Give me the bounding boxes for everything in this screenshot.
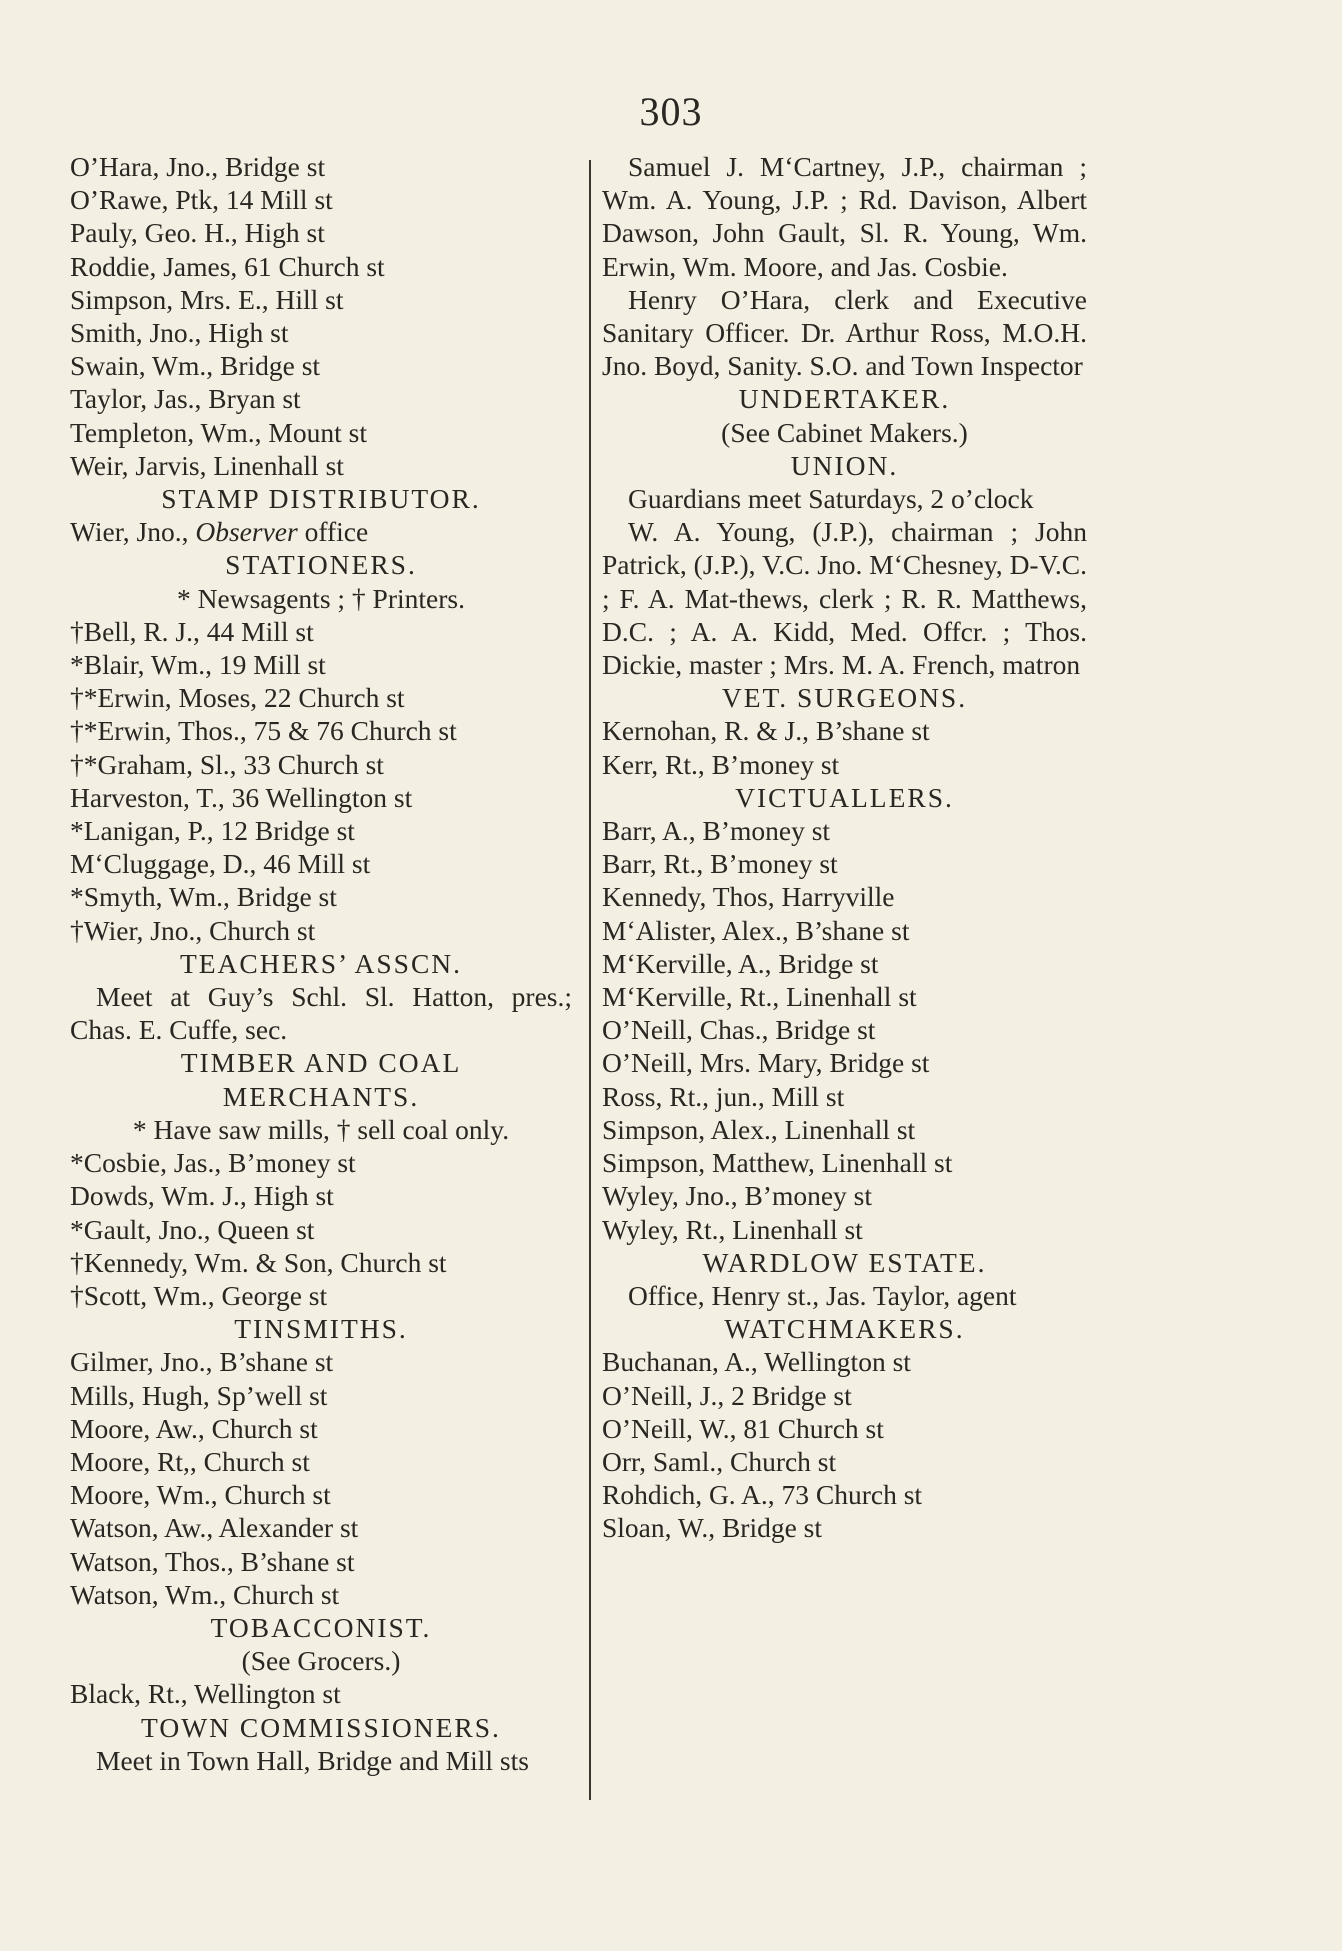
section-heading: STATIONERS.: [225, 549, 417, 581]
directory-entry: Moore, Aw., Church st: [70, 1412, 318, 1444]
section-heading: TIMBER AND COAL: [180, 1047, 462, 1079]
directory-entry: Pauly, Geo. H., High st: [70, 217, 325, 249]
directory-entry: Moore, Wm., Church st: [70, 1479, 331, 1511]
section-heading: TEACHERS’ ASSCN.: [179, 947, 463, 979]
directory-entry: †Kennedy, Wm. & Son, Church st: [70, 1246, 447, 1278]
directory-entry: Black, Rt., Wellington st: [70, 1678, 341, 1710]
directory-entry: †Scott, Wm., George st: [70, 1279, 328, 1311]
section-note: (See Cabinet Makers.): [721, 416, 968, 448]
directory-entry: Barr, Rt., B’money st: [602, 848, 838, 880]
directory-entry: †*Erwin, Moses, 22 Church st: [70, 682, 405, 714]
section-heading: TOBACCONIST.: [210, 1611, 432, 1643]
directory-entry: Watson, Thos., B’shane st: [70, 1545, 355, 1577]
section-heading: UNDERTAKER.: [738, 383, 951, 415]
section-heading: UNION.: [790, 449, 899, 481]
directory-entry: Moore, Rt,, Church st: [70, 1445, 310, 1477]
section-heading: STAMP DISTRIBUTOR.: [161, 483, 481, 515]
directory-entry: †*Erwin, Thos., 75 & 76 Church st: [70, 715, 457, 747]
directory-entry: †*Graham, Sl., 33 Church st: [70, 748, 384, 780]
directory-entry: Rohdich, G. A., 73 Church st: [602, 1479, 923, 1511]
section-note: * Have saw mills, † sell coal only.: [132, 1113, 510, 1145]
section-heading: WARDLOW ESTATE.: [702, 1246, 987, 1278]
directory-entry: Gilmer, Jno., B’shane st: [70, 1346, 334, 1378]
directory-entry: Kerr, Rt., B’money st: [602, 748, 840, 780]
section-heading: VICTUALLERS.: [735, 781, 954, 813]
directory-entry: †Wier, Jno., Church st: [70, 914, 316, 946]
directory-entry: O’Neill, W., 81 Church st: [602, 1412, 884, 1444]
section-paragraph: Meet in Town Hall, Bridge and Mill sts: [96, 1744, 529, 1776]
directory-entry: Orr, Saml., Church st: [602, 1445, 837, 1477]
directory-entry: Templeton, Wm., Mount st: [70, 416, 367, 448]
directory-entry: M‘Kerville, A., Bridge st: [602, 947, 879, 979]
section-paragraph: Meet at Guy’s Schl. Sl. Hatton, pres.; Chas. E. Cuffe, sec.: [70, 981, 572, 1046]
section-paragraph: Samuel J. M‘Cartney, J.P., chairman ; Wm. A. Young, J.P. ; Rd. Davison, Albert Dawson, John Gault, Sl. R. Young, Wm. Erwin, Wm. Moore, and Jas. Cosbie.: [602, 151, 1087, 282]
directory-entry: Harveston, T., 36 Wellington st: [70, 781, 413, 813]
directory-entry: Wier, Jno., Observer office: [70, 516, 369, 548]
directory-entry: O’Hara, Jno., Bridge st: [70, 151, 326, 182]
directory-entry: M‘Cluggage, D., 46 Mill st: [70, 848, 371, 880]
directory-entry: Barr, A., B’money st: [602, 815, 831, 847]
directory-entry: O’Rawe, Ptk, 14 Mill st: [70, 184, 333, 216]
section-heading: TOWN COMMISSIONERS.: [141, 1711, 501, 1743]
directory-entry: Sloan, W., Bridge st: [602, 1512, 823, 1544]
directory-entry: Watson, Wm., Church st: [70, 1578, 340, 1610]
directory-entry: Simpson, Mrs. E., Hill st: [70, 283, 344, 315]
right-column: [602, 150, 1087, 1545]
section-paragraph: Henry O’Hara, clerk and Executive Sanitary Officer. Dr. Arthur Ross, M.O.H. Jno. Boyd, Sanity. S.O. and Town Inspector: [602, 283, 1087, 382]
directory-entry: *Gault, Jno., Queen st: [70, 1213, 315, 1245]
section-heading: WATCHMAKERS.: [724, 1313, 965, 1345]
directory-entry: O’Neill, J., 2 Bridge st: [602, 1379, 852, 1411]
page-number: 303: [639, 89, 703, 134]
directory-entry: Mills, Hugh, Sp’well st: [70, 1379, 328, 1411]
directory-entry: Watson, Aw., Alexander st: [70, 1512, 359, 1544]
directory-entry: Ross, Rt., jun., Mill st: [602, 1080, 845, 1112]
directory-entry: *Lanigan, P., 12 Bridge st: [70, 815, 355, 847]
directory-entry: *Cosbie, Jas., B’money st: [70, 1147, 356, 1179]
left-column: [70, 150, 572, 1777]
directory-entry: Roddie, James, 61 Church st: [70, 250, 385, 282]
directory-entry: M‘Kerville, Rt., Linenhall st: [602, 981, 917, 1013]
directory-entry: Taylor, Jas., Bryan st: [70, 383, 301, 415]
section-heading: VET. SURGEONS.: [721, 682, 968, 714]
section-note: (See Grocers.): [241, 1645, 401, 1677]
directory-entry: Simpson, Alex., Linenhall st: [602, 1113, 916, 1145]
directory-entry: Wyley, Rt., Linenhall st: [602, 1213, 863, 1245]
directory-entry: O’Neill, Mrs. Mary, Bridge st: [602, 1047, 930, 1079]
section-paragraph: Guardians meet Saturdays, 2 o’clock: [628, 483, 1034, 515]
section-paragraph: W. A. Young, (J.P.), chairman ; John Patrick, (J.P.), V.C. Jno. M‘Chesney, D-V.C. ; F. A. Mat-thews, clerk ; R. R. Matthews, D.C. ; A. A. Kidd, Med. Offcr. ; Thos. Dickie, master ; Mrs. M. A. French, matron: [602, 516, 1087, 681]
directory-entry: Weir, Jarvis, Linenhall st: [70, 449, 344, 481]
directory-entry: Simpson, Matthew, Linenhall st: [602, 1147, 953, 1179]
column-divider: [589, 160, 591, 1800]
section-note: * Newsagents ; † Printers.: [177, 582, 465, 614]
directory-entry: Dowds, Wm. J., High st: [70, 1180, 334, 1212]
directory-entry: Kernohan, R. & J., B’shane st: [602, 715, 930, 747]
directory-entry: M‘Alister, Alex., B’shane st: [602, 914, 910, 946]
directory-entry: *Blair, Wm., 19 Mill st: [70, 649, 326, 681]
directory-entry: Buchanan, A., Wellington st: [602, 1346, 911, 1378]
directory-entry: †Bell, R. J., 44 Mill st: [70, 615, 314, 647]
section-paragraph: Office, Henry st., Jas. Taylor, agent: [628, 1279, 1017, 1311]
section-heading: MERCHANTS.: [222, 1080, 420, 1112]
directory-entry: Kennedy, Thos, Harryville: [602, 881, 895, 913]
directory-entry: *Smyth, Wm., Bridge st: [70, 881, 337, 913]
directory-entry: O’Neill, Chas., Bridge st: [602, 1014, 876, 1046]
directory-entry: Swain, Wm., Bridge st: [70, 350, 321, 382]
section-heading: TINSMITHS.: [234, 1313, 408, 1345]
directory-entry: Wyley, Jno., B’money st: [602, 1180, 873, 1212]
directory-entry: Smith, Jno., High st: [70, 317, 289, 349]
